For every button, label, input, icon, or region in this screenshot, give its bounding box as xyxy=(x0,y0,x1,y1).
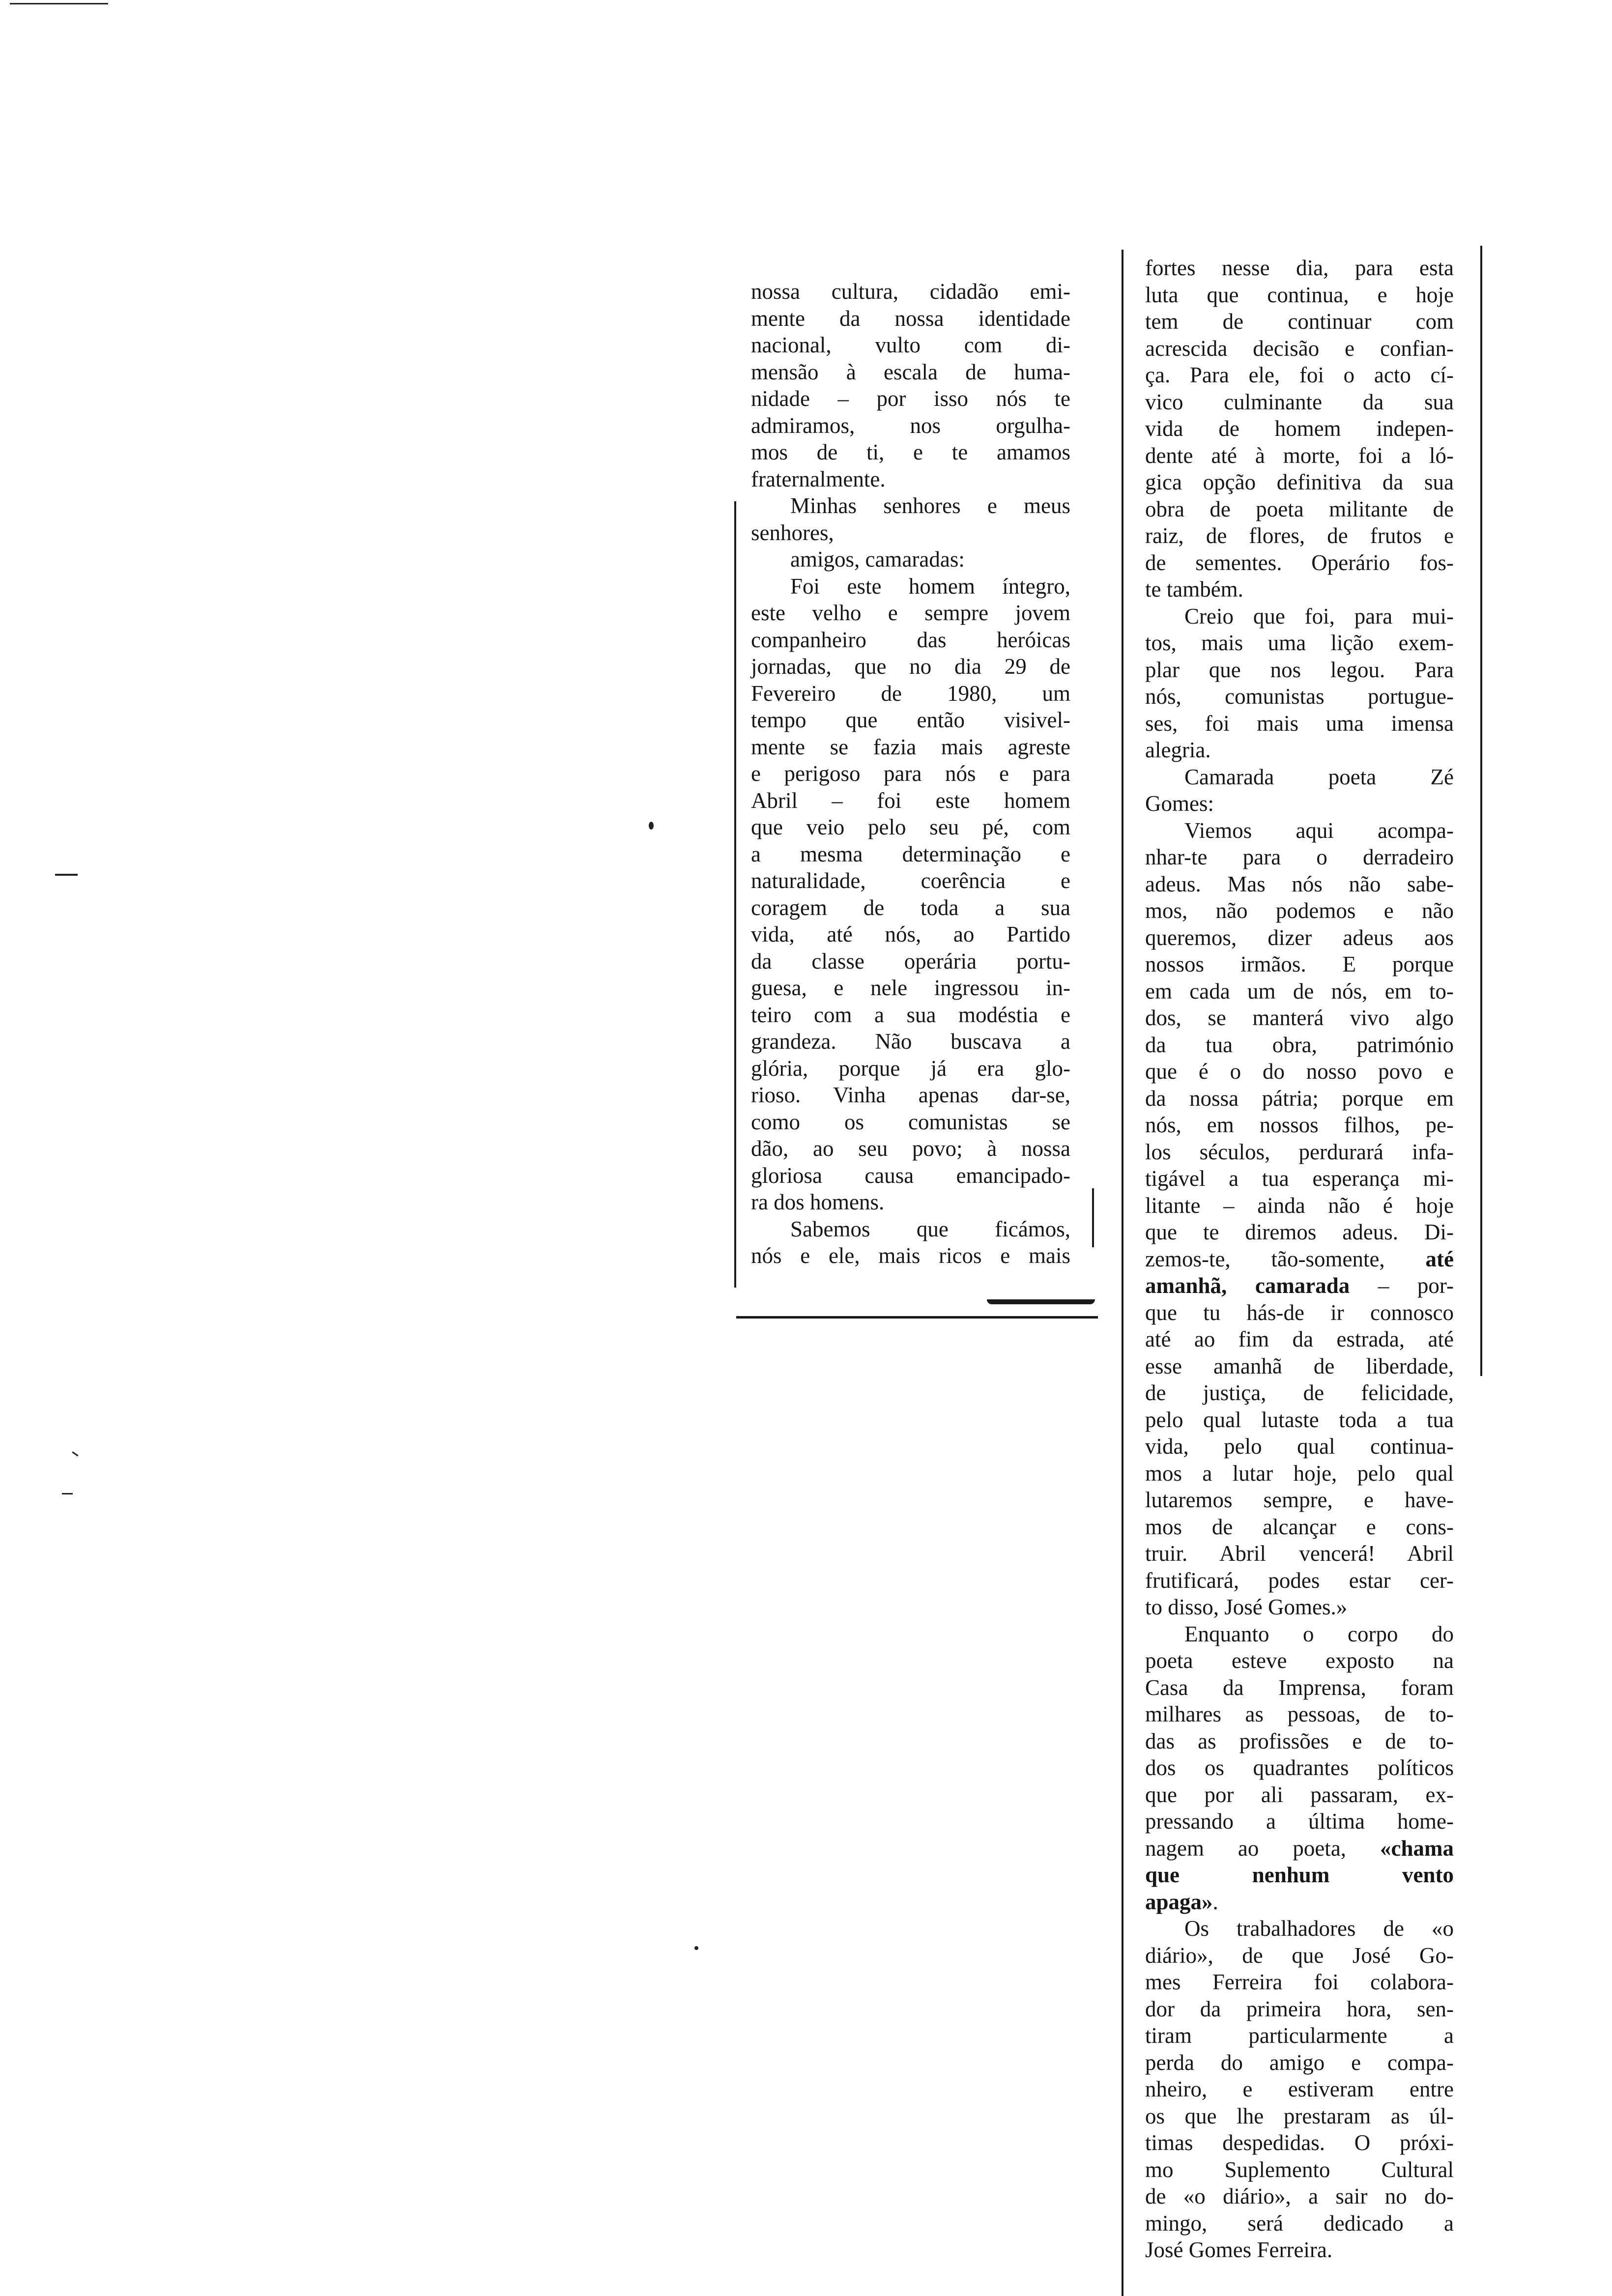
bold-text: até xyxy=(1425,1246,1454,1271)
text-line: Casa da Imprensa, foram xyxy=(1145,1675,1454,1700)
text-line: das as profissões e de to- xyxy=(1145,1728,1454,1753)
text-line: nós, comunistas portugue- xyxy=(1145,684,1454,709)
left-column-rule xyxy=(734,501,736,1288)
text-line: gloriosa causa emancipado- xyxy=(751,1163,1070,1188)
text-line: nós, em nossos filhos, pe- xyxy=(1145,1113,1454,1137)
text-line: vida de homem indepen- xyxy=(1145,416,1454,441)
text-line: este velho e sempre jovem xyxy=(751,601,1070,625)
text-line: mos de alcançar e cons- xyxy=(1145,1514,1454,1539)
text-line: alegria. xyxy=(1145,738,1211,762)
text-line: Viemos aqui acompa- xyxy=(1184,818,1454,843)
text-line: da tua obra, património xyxy=(1145,1032,1454,1057)
text-line: tempo que então visivel- xyxy=(751,708,1070,732)
text-line: mos de ti, e te amamos xyxy=(751,440,1070,464)
text-line: que te diremos adeus. Di- xyxy=(1145,1220,1454,1244)
text-line: pelo qual lutaste toda a tua xyxy=(1145,1407,1454,1432)
text-line: glória, porque já era glo- xyxy=(751,1056,1070,1081)
text-line: frutificará, podes estar cer- xyxy=(1145,1568,1454,1593)
text-line: tem de continuar com xyxy=(1145,309,1454,334)
text-line: Foi este homem íntegro, xyxy=(790,574,1070,599)
text-line: ses, foi mais uma imensa xyxy=(1145,711,1454,736)
bold-text: apaga» xyxy=(1145,1889,1213,1914)
text-line: Enquanto o corpo do xyxy=(1184,1621,1454,1646)
text-line: como os comunistas se xyxy=(751,1109,1070,1134)
text-line: Abril – foi este homem xyxy=(751,788,1070,813)
text-line: de sementes. Operário fos- xyxy=(1145,550,1454,575)
text-line: ça. Para ele, foi o acto cí- xyxy=(1145,363,1454,387)
text-line: até ao fim da estrada, até xyxy=(1145,1327,1454,1351)
text-line: milhares as pessoas, de to- xyxy=(1145,1702,1454,1726)
text-line: litante – ainda não é hoje xyxy=(1145,1193,1454,1218)
text-line: plar que nos legou. Para xyxy=(1145,657,1454,682)
text-line: nós e ele, mais ricos e mais xyxy=(751,1243,1070,1268)
text-line: nossa cultura, cidadão emi- xyxy=(751,279,1070,304)
text-line: nacional, vulto com di- xyxy=(751,333,1070,357)
text-line: nidade – por isso nós te xyxy=(751,386,1070,411)
text-line: mente se fazia mais agreste xyxy=(751,734,1070,759)
text-line: mingo, será dedicado a xyxy=(1145,2210,1454,2236)
text-line: fortes nesse dia, para esta xyxy=(1145,256,1454,280)
text-line xyxy=(1145,1862,1454,1889)
text-line: dos, se manterá vivo algo xyxy=(1145,1005,1454,1030)
text-line: adeus. Mas nós não sabe- xyxy=(1145,871,1454,896)
text-line: luta que continua, e hoje xyxy=(1145,282,1454,307)
text-line: e perigoso para nós e para xyxy=(751,761,1070,786)
bold-text: amanhã, camarada xyxy=(1145,1273,1350,1298)
text-line: tigável a tua esperança mi- xyxy=(1145,1166,1454,1191)
text-line: poeta esteve exposto na xyxy=(1145,1648,1454,1673)
text-line: dos os quadrantes políticos xyxy=(1145,1755,1454,1780)
text-line: queremos, dizer adeus aos xyxy=(1145,925,1454,950)
text-line: perda do amigo e compa- xyxy=(1145,2050,1454,2075)
text-line xyxy=(1145,1246,1454,1273)
article-column-right xyxy=(1145,255,1454,2264)
bold-text: que nenhum vento xyxy=(1145,1863,1454,1887)
text-line: acrescida decisão e confian- xyxy=(1145,336,1454,361)
text-line: coragem de toda a sua xyxy=(751,895,1070,920)
text-line: jornadas, que no dia 29 de xyxy=(751,654,1070,679)
text-line: naturalidade, coerência e xyxy=(751,868,1070,893)
text-line: lutaremos sempre, e have- xyxy=(1145,1488,1454,1512)
stray-dot-2 xyxy=(694,1946,698,1950)
bold-text: «chama xyxy=(1380,1836,1454,1861)
text-line: truir. Abril vencerá! Abril xyxy=(1145,1541,1454,1566)
text-line: nheiro, e estiveram entre xyxy=(1145,2077,1454,2101)
text-line: nhar-te para o derradeiro xyxy=(1145,845,1454,869)
text-line: senhores, xyxy=(751,520,834,545)
line-text: . xyxy=(1212,1889,1218,1914)
text-line: esse amanhã de liberdade, xyxy=(1145,1353,1454,1378)
text-line: dente até à morte, foi a ló- xyxy=(1145,443,1454,468)
text-line: de justiça, de felicidade, xyxy=(1145,1380,1454,1405)
text-line: a mesma determinação e xyxy=(751,841,1070,866)
left-margin-dash xyxy=(55,874,78,876)
text-line: mos, não podemos e não xyxy=(1145,898,1454,923)
text-line: companheiro das heróicas xyxy=(751,627,1070,652)
text-line: mente da nossa identidade xyxy=(751,306,1070,331)
center-column-rule xyxy=(1122,250,1123,2296)
text-line: timas despedidas. O próxi- xyxy=(1145,2130,1454,2155)
text-line: Fevereiro de 1980, um xyxy=(751,681,1070,706)
text-line: da classe operária portu- xyxy=(751,948,1070,974)
text-line xyxy=(1145,1889,1454,1916)
text-line: rioso. Vinha apenas dar-se, xyxy=(751,1083,1070,1107)
text-line: guesa, e nele ingressou in- xyxy=(751,976,1070,1000)
text-line: mo Suplemento Cultural xyxy=(1145,2157,1454,2182)
text-line: to disso, José Gomes.» xyxy=(1145,1595,1348,1619)
line-text: nagem ao poeta, xyxy=(1145,1836,1380,1861)
text-line: em cada um de nós, em to- xyxy=(1145,978,1454,1004)
text-line xyxy=(1145,1272,1454,1299)
text-line: te também. xyxy=(1145,577,1243,602)
text-line: admiramos, nos orgulha- xyxy=(751,413,1070,438)
text-line: José Gomes Ferreira. xyxy=(1145,2238,1333,2262)
text-line: Camarada poeta Zé xyxy=(1184,764,1454,789)
text-line: dor da primeira hora, sen- xyxy=(1145,1996,1454,2021)
column-end-mark xyxy=(1092,1188,1094,1247)
column-end-rule xyxy=(736,1316,1098,1319)
text-line: que por ali passaram, ex- xyxy=(1145,1782,1454,1807)
text-line: amigos, camaradas: xyxy=(790,547,965,572)
article-column-left xyxy=(751,278,1070,1269)
text-line: grandeza. Não buscava a xyxy=(751,1029,1070,1054)
right-column-rule xyxy=(1480,246,1482,1376)
text-line: vida, até nós, ao Partido xyxy=(751,922,1070,947)
text-line: mos a lutar hoje, pelo qual xyxy=(1145,1461,1454,1486)
text-line: los séculos, perdurará infa- xyxy=(1145,1139,1454,1164)
text-line: nossos irmãos. E porque xyxy=(1145,952,1454,976)
text-line: os que lhe prestaram as úl- xyxy=(1145,2103,1454,2128)
text-line: fraternalmente. xyxy=(751,466,886,491)
text-line: Creio que foi, para mui- xyxy=(1184,603,1454,629)
text-line: dão, ao seu povo; à nossa xyxy=(751,1136,1070,1161)
text-line: tos, mais uma lição exem- xyxy=(1145,631,1454,655)
text-line: da nossa pátria; porque em xyxy=(1145,1086,1454,1111)
text-line: vida, pelo qual continua- xyxy=(1145,1434,1454,1459)
text-line: Gomes: xyxy=(1145,791,1214,816)
text-line: vico culminante da sua xyxy=(1145,389,1454,414)
left-margin-dash-2 xyxy=(62,1493,73,1494)
text-line: pressando a última home- xyxy=(1145,1809,1454,1834)
text-line: Os trabalhadores de «o xyxy=(1184,1916,1454,1941)
text-line: tiram particularmente a xyxy=(1145,2023,1454,2048)
text-line: teiro com a sua modéstia e xyxy=(751,1002,1070,1027)
line-text: – por- xyxy=(1350,1273,1454,1298)
text-line: que veio pelo seu pé, com xyxy=(751,815,1070,839)
top-left-scan-line xyxy=(10,3,108,4)
left-margin-tick xyxy=(72,1451,78,1456)
text-line xyxy=(1145,1835,1454,1862)
text-line: gica opção definitiva da sua xyxy=(1145,470,1454,494)
text-line: raiz, de flores, de frutos e xyxy=(1145,523,1454,548)
text-line: diário», de que José Go- xyxy=(1145,1943,1454,1968)
text-line: que é o do nosso povo e xyxy=(1145,1059,1454,1084)
line-text: zemos-te, tão-somente, xyxy=(1145,1246,1426,1271)
text-line: ra dos homens. xyxy=(751,1190,885,1214)
text-line: de «o diário», a sair no do- xyxy=(1145,2184,1454,2209)
text-line: Sabemos que ficámos, xyxy=(790,1216,1070,1241)
text-line: que tu hás-de ir connosco xyxy=(1145,1300,1454,1325)
text-line: mes Ferreira foi colabora- xyxy=(1145,1970,1454,1994)
text-line: obra de poeta militante de xyxy=(1145,496,1454,521)
column-end-flourish xyxy=(987,1299,1095,1304)
text-line: mensão à escala de huma- xyxy=(751,359,1070,384)
text-line: Minhas senhores e meus xyxy=(790,493,1070,518)
stray-dot xyxy=(649,822,654,830)
